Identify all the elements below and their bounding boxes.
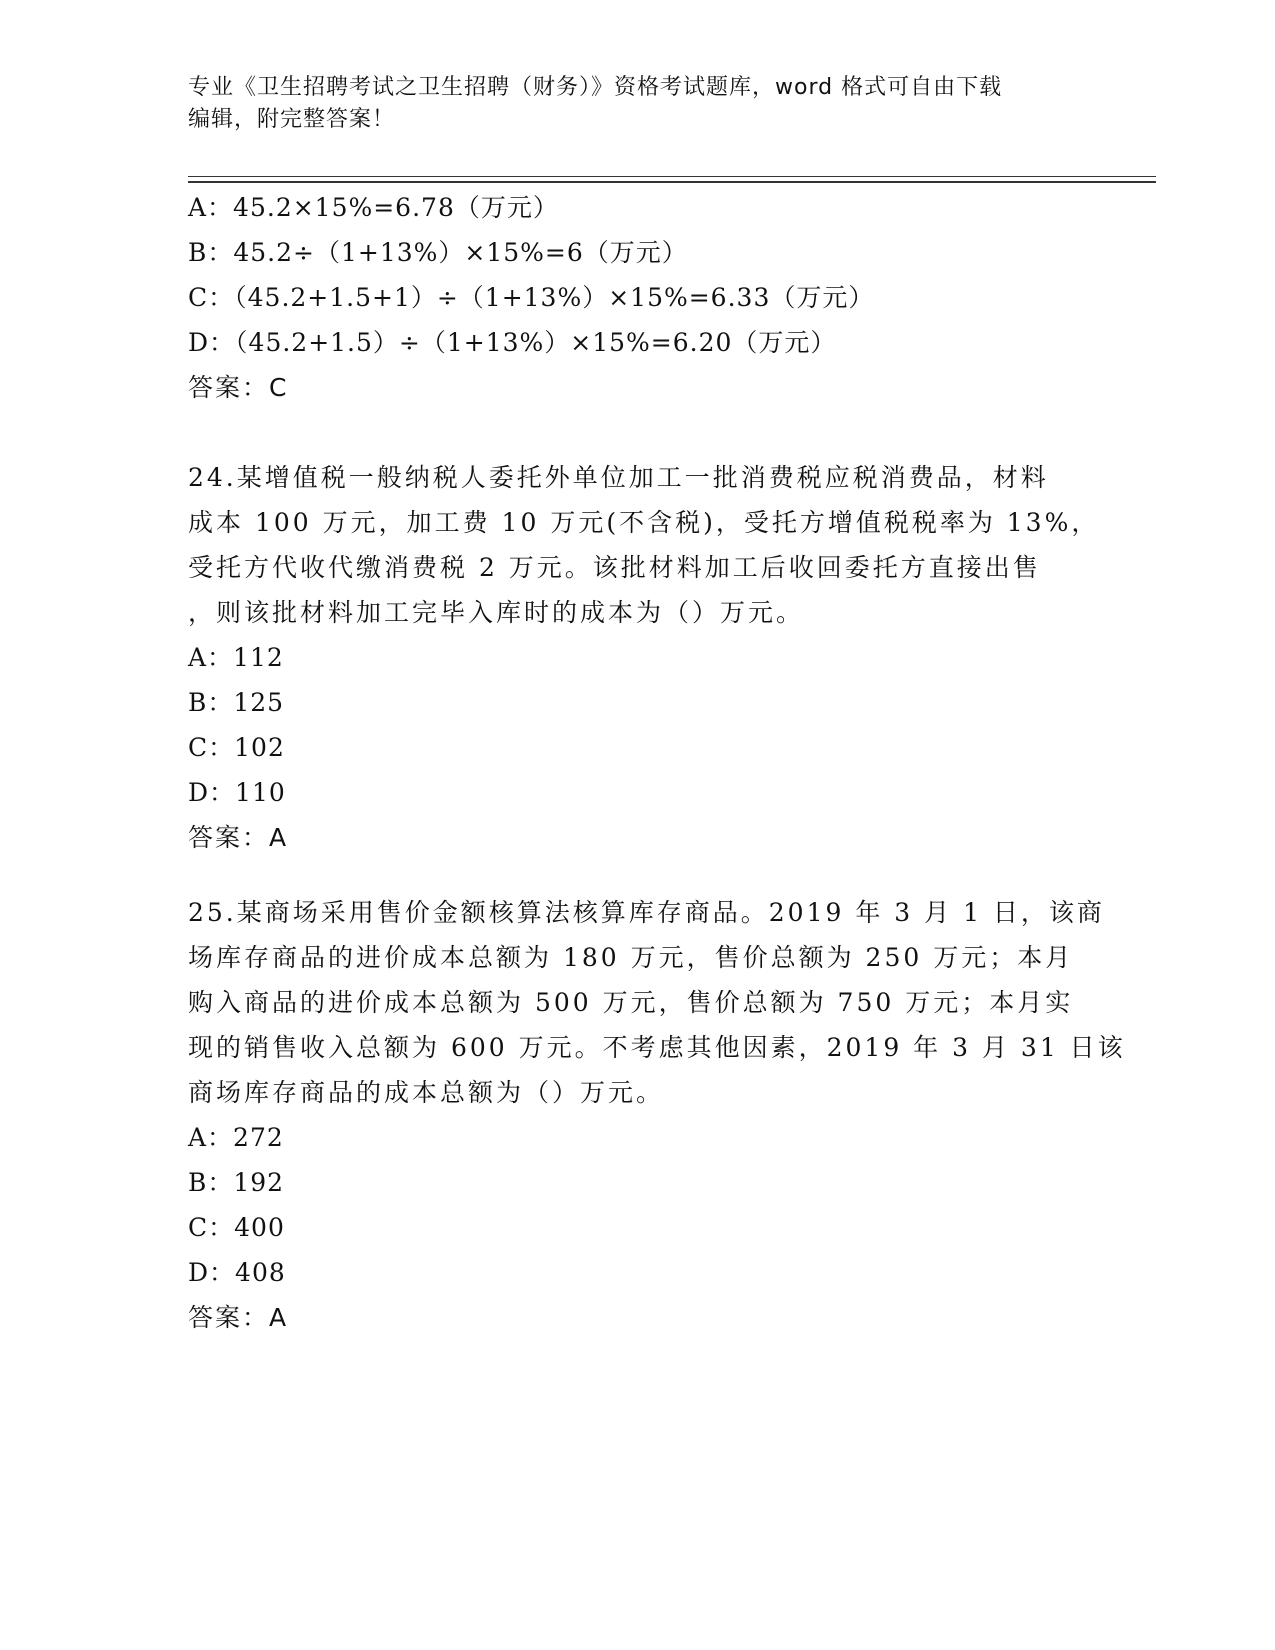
answer-label: 答案：C <box>188 373 289 402</box>
option-c: C：400 <box>188 1213 285 1242</box>
option-a: A：272 <box>188 1123 284 1152</box>
question-stem <box>188 455 1100 635</box>
header-line-2: 编辑，附完整答案！ <box>188 107 396 132</box>
answer-label: 答案：A <box>188 1303 289 1332</box>
question-24 <box>188 455 1100 860</box>
question-25 <box>188 890 1126 1340</box>
stem-line: 购入商品的进价成本总额为 500 万元，售价总额为 750 万元；本月实 <box>188 988 1074 1017</box>
stem-line: 成本 100 万元，加工费 10 万元(不含税)，受托方增值税税率为 13%， <box>188 508 1100 537</box>
stem-line: 场库存商品的进价成本总额为 180 万元，售价总额为 250 万元；本月 <box>188 943 1074 972</box>
stem-line: 受托方代收代缴消费税 2 万元。该批材料加工后收回委托方直接出售 <box>188 553 1041 582</box>
option-c: C：（45.2+1.5+1）÷（1+13%）×15%=6.33（万元） <box>188 283 875 312</box>
option-a: A：112 <box>188 643 284 672</box>
answer-label: 答案：A <box>188 823 289 852</box>
stem-line: 24.某增值税一般纳税人委托外单位加工一批消费税应税消费品，材料 <box>188 463 1049 492</box>
document-header <box>188 72 1088 136</box>
option-d: D：（45.2+1.5）÷（1+13%）×15%=6.20（万元） <box>188 328 837 357</box>
stem-line: ，则该批材料加工完毕入库时的成本为（）万元。 <box>188 598 805 627</box>
option-b: B：192 <box>188 1168 285 1197</box>
option-a: A：45.2×15%=6.78（万元） <box>188 193 559 222</box>
option-b: B：45.2÷（1+13%）×15%=6（万元） <box>188 238 688 267</box>
stem-line: 现的销售收入总额为 600 万元。不考虑其他因素，2019 年 3 月 31 日该 <box>188 1033 1126 1062</box>
question-23 <box>188 185 1088 410</box>
header-line-1: 专业《卫生招聘考试之卫生招聘（财务）》资格考试题库，word 格式可自由下载 <box>188 75 1003 100</box>
stem-line: 商场库存商品的成本总额为（）万元。 <box>188 1078 665 1107</box>
option-d: D：408 <box>188 1258 286 1287</box>
question-stem <box>188 890 1126 1115</box>
header-divider-thin <box>188 176 1156 177</box>
header-divider-thick <box>188 181 1156 183</box>
option-c: C：102 <box>188 733 285 762</box>
stem-line: 25.某商场采用售价金额核算法核算库存商品。2019 年 3 月 1 日，该商 <box>188 898 1105 927</box>
option-b: B：125 <box>188 688 285 717</box>
option-d: D：110 <box>188 778 286 807</box>
